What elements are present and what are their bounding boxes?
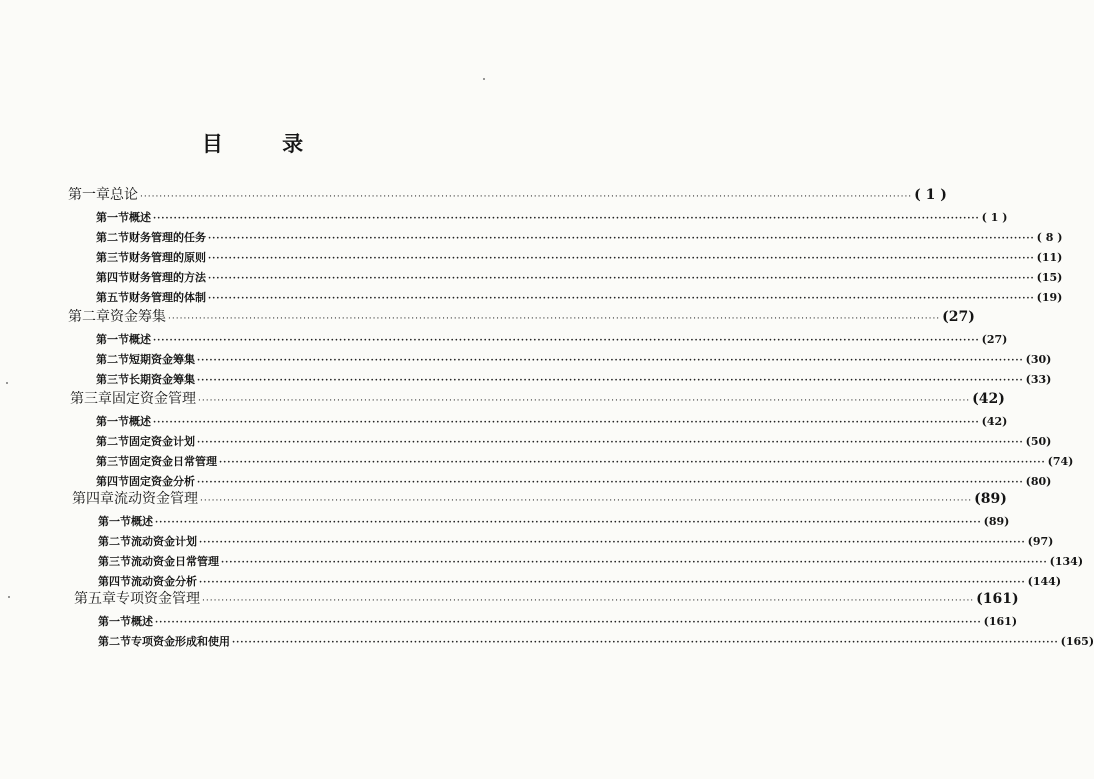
chapter-title: 资金筹集 <box>110 309 166 325</box>
section-title: 固定资金分析 <box>129 475 195 488</box>
scan-speck <box>6 382 8 384</box>
dot-leader: ········································································································································································································ <box>208 294 1035 304</box>
chapter-title: 固定资金管理 <box>112 391 196 407</box>
dot-leader: ········································································································································································································ <box>197 356 1024 366</box>
section-title: 财务管理的原则 <box>129 251 206 264</box>
section-page-number: (30) <box>1025 353 1052 366</box>
scan-speck <box>8 596 10 598</box>
toc-section-row <box>96 249 1063 267</box>
dot-leader: ········································································································································································································ <box>197 376 1024 386</box>
toc-chapter-row <box>68 184 947 206</box>
section-title: 流动资金分析 <box>131 575 197 588</box>
section-page-number: (161) <box>983 615 1018 628</box>
dot-leader: ········································································································································································································ <box>199 578 1026 588</box>
toc-chapter-row <box>74 588 1019 610</box>
toc-section-row <box>96 229 1063 247</box>
section-title: 固定资金日常管理 <box>129 455 217 468</box>
dot-leader: ········································································································································································································ <box>197 478 1024 488</box>
section-number: 第一节 <box>98 615 131 628</box>
page-title: 目 录 <box>201 131 330 156</box>
toc-section-row <box>96 331 1008 349</box>
dot-leader: ········································································································································································································ <box>200 496 973 506</box>
chapter-number: 第一章 <box>68 187 110 203</box>
toc-section-row <box>98 533 1054 551</box>
section-title: 流动资金日常管理 <box>131 555 219 568</box>
section-title: 长期资金筹集 <box>129 373 195 386</box>
section-number: 第四节 <box>98 575 131 588</box>
section-title: 财务管理的方法 <box>129 271 206 284</box>
dot-leader: ········································································································································································································ <box>199 538 1026 548</box>
chapter-page-number: (42) <box>972 391 1005 407</box>
section-title: 流动资金计划 <box>131 535 197 548</box>
dot-leader: ········································································································································································································ <box>153 336 980 346</box>
section-number: 第三节 <box>98 555 131 568</box>
chapter-page-number: (27) <box>942 309 975 325</box>
section-title: 财务管理的体制 <box>129 291 206 304</box>
toc-section-row <box>96 289 1063 307</box>
dot-leader: ········································································································································································································ <box>202 596 975 606</box>
chapter-title: 总论 <box>110 187 138 203</box>
section-page-number: (27) <box>981 333 1008 346</box>
section-page-number: (165) <box>1060 635 1094 648</box>
dot-leader: ········································································································································································································ <box>168 314 941 324</box>
section-number: 第二节 <box>98 635 131 648</box>
section-title: 短期资金筹集 <box>129 353 195 366</box>
section-title: 概述 <box>129 211 151 224</box>
section-title: 固定资金计划 <box>129 435 195 448</box>
dot-leader: ········································································································································································································ <box>153 418 980 428</box>
section-number: 第四节 <box>96 271 129 284</box>
section-page-number: (19) <box>1036 291 1063 304</box>
dot-leader: ········································································································································································································ <box>140 192 913 202</box>
chapter-title: 流动资金管理 <box>114 491 198 507</box>
chapter-number: 第三章 <box>70 391 112 407</box>
section-number: 第一节 <box>96 415 129 428</box>
toc-section-row <box>96 371 1052 389</box>
section-title: 专项资金形成和使用 <box>131 635 230 648</box>
section-title: 概述 <box>129 333 151 346</box>
section-page-number: ( 1 ) <box>981 211 1008 224</box>
section-number: 第三节 <box>96 251 129 264</box>
chapter-title: 专项资金管理 <box>116 591 200 607</box>
toc-section-row <box>96 413 1008 431</box>
toc-section-row <box>98 513 1010 531</box>
toc-section-row <box>98 633 1094 651</box>
dot-leader: ········································································································································································································ <box>153 214 980 224</box>
section-number: 第二节 <box>98 535 131 548</box>
dot-leader: ········································································································································································································ <box>208 274 1035 284</box>
section-title: 概述 <box>129 415 151 428</box>
toc-section-row <box>96 433 1052 451</box>
section-number: 第四节 <box>96 475 129 488</box>
toc-chapter-row <box>70 388 1005 410</box>
section-page-number: (89) <box>983 515 1010 528</box>
section-page-number: (144) <box>1027 575 1062 588</box>
section-page-number: (33) <box>1025 373 1052 386</box>
dot-leader: ········································································································································································································ <box>208 254 1035 264</box>
toc-section-row <box>96 453 1074 471</box>
section-number: 第五节 <box>96 291 129 304</box>
toc-section-row <box>98 553 1084 571</box>
section-number: 第二节 <box>96 231 129 244</box>
section-number: 第一节 <box>96 211 129 224</box>
section-page-number: (15) <box>1036 271 1063 284</box>
section-page-number: (134) <box>1049 555 1084 568</box>
chapter-number: 第四章 <box>72 491 114 507</box>
section-title: 概述 <box>131 615 153 628</box>
toc-section-row <box>96 351 1052 369</box>
section-number: 第一节 <box>96 333 129 346</box>
chapter-page-number: ( 1 ) <box>914 187 947 203</box>
dot-leader: ········································································································································································································ <box>198 396 971 406</box>
dot-leader: ········································································································································································································ <box>197 438 1024 448</box>
toc-section-row <box>96 209 1008 227</box>
dot-leader: ········································································································································································································ <box>155 518 982 528</box>
section-title: 财务管理的任务 <box>129 231 206 244</box>
section-page-number: (50) <box>1025 435 1052 448</box>
section-page-number: (42) <box>981 415 1008 428</box>
toc-section-row <box>98 613 1018 631</box>
dot-leader: ········································································································································································································ <box>208 234 1035 244</box>
chapter-page-number: (161) <box>976 591 1019 607</box>
toc-chapter-row <box>72 488 1007 510</box>
section-title: 概述 <box>131 515 153 528</box>
section-number: 第一节 <box>98 515 131 528</box>
section-page-number: (11) <box>1036 251 1063 264</box>
scan-speck <box>483 78 485 80</box>
toc-chapter-row <box>68 306 975 328</box>
section-number: 第三节 <box>96 373 129 386</box>
chapter-page-number: (89) <box>974 491 1007 507</box>
toc-section-row <box>96 269 1063 287</box>
dot-leader: ········································································································································································································ <box>232 638 1059 648</box>
section-number: 第二节 <box>96 435 129 448</box>
section-number: 第二节 <box>96 353 129 366</box>
dot-leader: ········································································································································································································ <box>155 618 982 628</box>
section-page-number: (74) <box>1047 455 1074 468</box>
section-number: 第三节 <box>96 455 129 468</box>
section-page-number: (80) <box>1025 475 1052 488</box>
chapter-number: 第二章 <box>68 309 110 325</box>
dot-leader: ········································································································································································································ <box>219 458 1046 468</box>
dot-leader: ········································································································································································································ <box>221 558 1048 568</box>
chapter-number: 第五章 <box>74 591 116 607</box>
section-page-number: (97) <box>1027 535 1054 548</box>
section-page-number: ( 8 ) <box>1036 231 1063 244</box>
